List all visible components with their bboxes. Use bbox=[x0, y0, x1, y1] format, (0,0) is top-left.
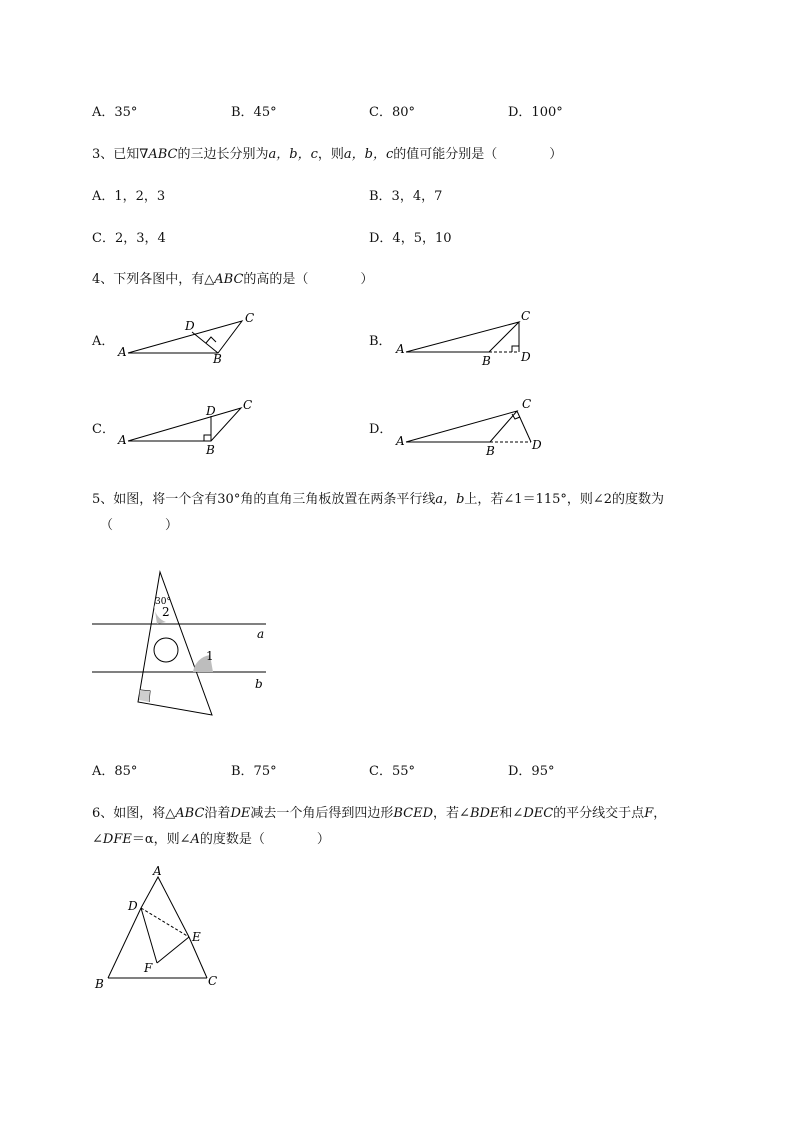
q3-prefix: 3、已知 bbox=[92, 147, 140, 162]
q3-option-d: D．4，5，10 bbox=[369, 231, 452, 246]
q4c-label-d: D bbox=[206, 404, 216, 418]
q3-mid2: ，则 bbox=[317, 147, 344, 162]
q6-line2-suffix: 的度数是（ ） bbox=[199, 832, 330, 847]
q3-nabla: ∇ bbox=[139, 147, 149, 162]
q4-option-b-label: B． bbox=[369, 334, 392, 349]
q5-option-d: D．95° bbox=[508, 764, 555, 779]
q5-angle30: 30° bbox=[155, 597, 171, 607]
q3-option-c: C．2，3，4 bbox=[92, 231, 166, 246]
q6-line2-prefix: ∠ bbox=[92, 832, 103, 847]
q4-suffix: 的高的是（ ） bbox=[243, 272, 374, 287]
q4b-label-a: A bbox=[396, 342, 405, 356]
q5-option-a: A．85° bbox=[92, 764, 138, 779]
q4b-label-c: C bbox=[521, 309, 531, 323]
q6-line2-mid: ＝α，则∠ bbox=[131, 832, 191, 847]
q3-vars1: a，b，c bbox=[268, 147, 318, 162]
q4d-label-c: C bbox=[522, 397, 532, 411]
q6-mid5: 的平分线交于点 bbox=[553, 806, 645, 821]
q5-angle2: 2 bbox=[162, 605, 170, 619]
q3-abc: ABC bbox=[148, 147, 178, 162]
q2-option-d: D．100° bbox=[508, 105, 563, 120]
q6-prefix: 6、如图，将△ bbox=[92, 806, 176, 821]
q4a-label-a: A bbox=[118, 345, 127, 359]
q3-option-b: B．3，4，7 bbox=[369, 189, 443, 204]
q5-mid: 上，若∠1＝115°，则∠2的度数为 bbox=[464, 492, 665, 507]
q6-label-c: C bbox=[208, 974, 218, 988]
q4c-label-b: B bbox=[206, 443, 215, 457]
q5-vars: a，b bbox=[435, 492, 465, 507]
q6-label-f: F bbox=[144, 961, 153, 975]
q6-f: F bbox=[644, 806, 654, 821]
q4-option-a-label: A． bbox=[92, 334, 115, 349]
q6-abc: ABC bbox=[175, 806, 205, 821]
q4b-label-d: D bbox=[521, 350, 531, 364]
q5-line-b: b bbox=[255, 677, 263, 691]
q2-option-a: A．35° bbox=[92, 105, 138, 120]
q6-label-d: D bbox=[128, 899, 138, 913]
q4c-label-c: C bbox=[243, 398, 253, 412]
q5-option-c: C．55° bbox=[369, 764, 415, 779]
q4d-label-b: B bbox=[486, 444, 495, 458]
q5-line-a: a bbox=[257, 627, 265, 641]
q4-prefix: 4、下列各图中，有△ bbox=[92, 272, 215, 287]
q4a-label-b: B bbox=[213, 352, 222, 366]
q6-dec: DEC bbox=[523, 806, 554, 821]
q6-end1: ， bbox=[653, 806, 667, 821]
q3-vars2: a，b，c bbox=[343, 147, 394, 162]
q3-option-a: A．1，2，3 bbox=[92, 189, 166, 204]
q3-mid1: 的三边长分别为 bbox=[177, 147, 269, 162]
q6-mid3: ，若∠ bbox=[433, 806, 470, 821]
q6-label-a: A bbox=[153, 864, 162, 878]
q6-mid2: 减去一个角后得到四边形 bbox=[250, 806, 394, 821]
q5-option-b: B．75° bbox=[231, 764, 277, 779]
q6-dfe: DFE bbox=[102, 832, 132, 847]
q4a-label-d: D bbox=[185, 319, 195, 333]
q2-option-c: C．80° bbox=[369, 105, 415, 120]
q2-option-b: B．45° bbox=[231, 105, 277, 120]
q4d-label-a: A bbox=[396, 434, 405, 448]
q4-abc: ABC bbox=[214, 272, 244, 287]
q4c-label-a: A bbox=[118, 433, 127, 447]
q6-de: DE bbox=[230, 806, 251, 821]
q6-mid1: 沿着 bbox=[204, 806, 231, 821]
q6-a: A bbox=[190, 832, 200, 847]
q5-prefix: 5、如图，将一个含有30°角的直角三角板放置在两条平行线 bbox=[92, 492, 436, 507]
q6-bced: BCED bbox=[393, 806, 434, 821]
q4-option-c-label: C． bbox=[92, 422, 115, 437]
q5-question-line2: （ ） bbox=[100, 518, 179, 533]
q6-label-e: E bbox=[192, 930, 201, 944]
q5-angle1: 1 bbox=[206, 649, 214, 663]
q4a-label-c: C bbox=[245, 311, 255, 325]
q4b-label-b: B bbox=[482, 354, 491, 368]
q3-suffix: 的值可能分别是（ ） bbox=[393, 147, 563, 162]
q6-bde: BDE bbox=[469, 806, 500, 821]
q6-mid4: 和∠ bbox=[499, 806, 524, 821]
q4-option-d-label: D． bbox=[369, 422, 393, 437]
q4d-label-d: D bbox=[532, 438, 542, 452]
q6-label-b: B bbox=[95, 977, 104, 991]
